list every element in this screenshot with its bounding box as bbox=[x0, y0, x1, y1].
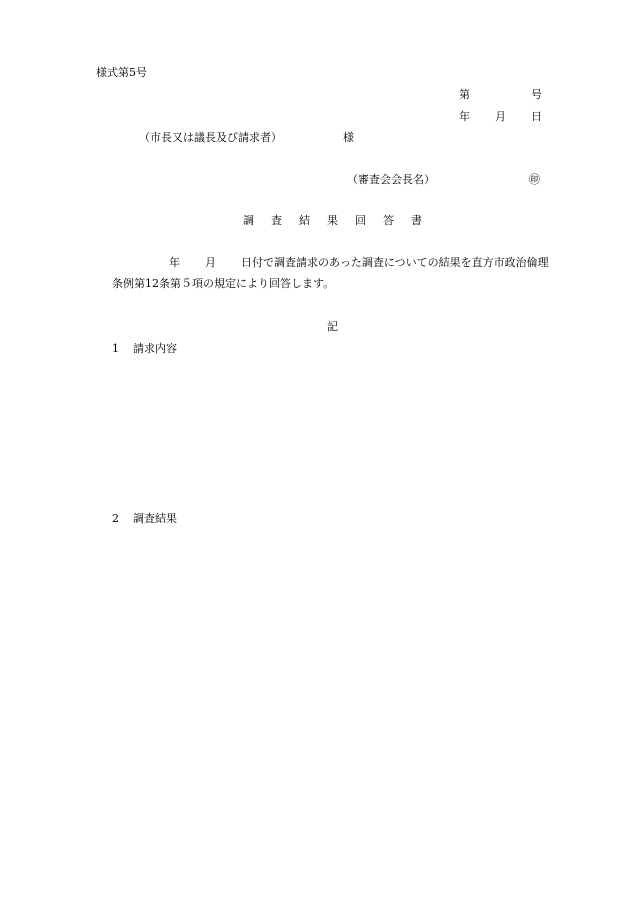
body-text-line-2: 条例第12条第５項の規定により回答します。 bbox=[112, 277, 335, 290]
form-number: 様式第5号 bbox=[96, 66, 147, 79]
date-day-label: 日 bbox=[531, 110, 542, 123]
section-number: 2 bbox=[112, 512, 119, 525]
body-month-label: 月 bbox=[205, 256, 216, 269]
chairperson-name-label: （審査会会長名） bbox=[347, 173, 435, 186]
addressee-label: （市長又は議長及び請求者） bbox=[139, 131, 282, 144]
reference-number-suffix: 号 bbox=[531, 88, 542, 101]
section-label-request-content: 請求内容 bbox=[133, 342, 177, 355]
date-year-label: 年 bbox=[459, 110, 470, 123]
section-label-investigation-result: 調査結果 bbox=[133, 512, 177, 525]
body-text-line-1: 日付で調査請求のあった調査についての結果を直方市政治倫理 bbox=[241, 256, 549, 269]
document-title: 調査結果回答書 bbox=[243, 214, 439, 227]
body-year-label: 年 bbox=[169, 256, 180, 269]
section-number: 1 bbox=[112, 342, 119, 355]
reference-number-prefix: 第 bbox=[459, 88, 470, 101]
seal-mark: ㊞ bbox=[529, 173, 540, 186]
ki-heading: 記 bbox=[327, 320, 338, 333]
addressee-honorific: 様 bbox=[343, 131, 354, 144]
date-month-label: 月 bbox=[495, 110, 506, 123]
